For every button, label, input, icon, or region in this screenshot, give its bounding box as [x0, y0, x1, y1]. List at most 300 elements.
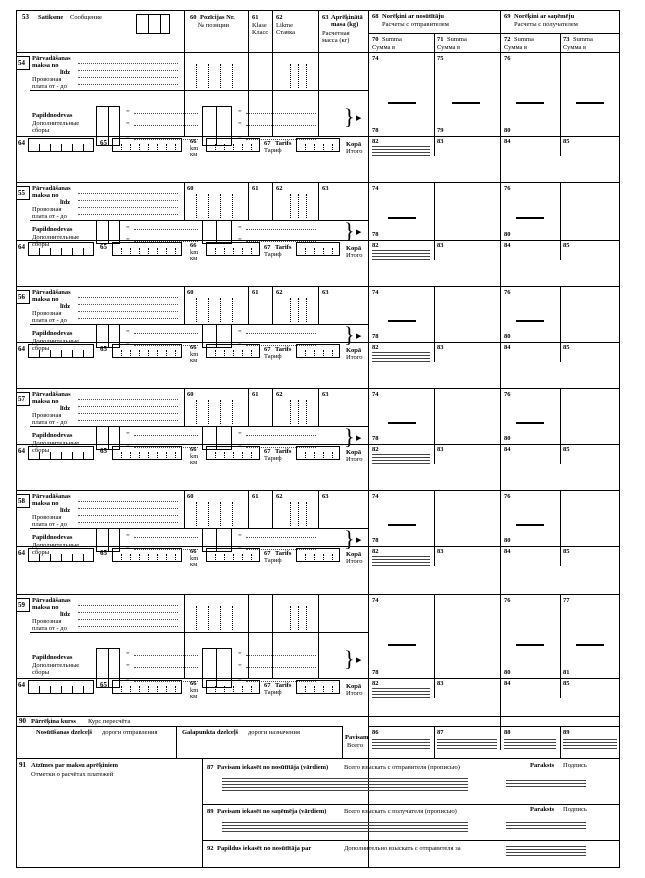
haulage-label: Pārvadāšanas	[32, 185, 71, 192]
field-87-lines	[437, 739, 497, 751]
destination-railway-ru: дороги назначения	[248, 729, 300, 736]
field-67-label: Tarifs	[275, 682, 292, 689]
field-66-km: km	[190, 351, 199, 358]
field-66-number: 66	[190, 680, 197, 687]
extra-charges-ru: Дополнительные	[32, 440, 80, 447]
field-65-input[interactable]	[112, 242, 182, 256]
haulage-ru-range: плата от - до	[32, 317, 67, 324]
field-70-number: 70	[372, 36, 379, 43]
field-67-number: 67	[264, 140, 271, 147]
field-66-number: 66	[190, 446, 197, 453]
extra-charges-ru-2: сборы	[32, 669, 50, 676]
field-65-number: 65	[100, 681, 107, 689]
field-67-number: 67	[264, 682, 271, 689]
field-53-input[interactable]	[136, 14, 170, 34]
equals-sign-2: =	[238, 676, 242, 683]
field-69-number: 69	[504, 13, 511, 20]
field-76: 76	[504, 55, 511, 62]
field-67-input[interactable]	[296, 680, 340, 694]
field-64-number: 64	[18, 681, 25, 689]
pay-89-lines[interactable]	[222, 822, 468, 834]
extra-charges-ru-2: сборы	[32, 127, 50, 134]
field-84: 84	[504, 680, 511, 687]
field-66-number: 66	[190, 138, 197, 145]
block-number: 55	[18, 189, 25, 197]
field-63-label: Aprēķinātā masa (kg)	[331, 14, 363, 28]
equals-sign-2: =	[238, 544, 242, 551]
signature-87-ru: Подпись	[563, 762, 587, 769]
field-84: 84	[504, 242, 511, 249]
pay-87-number: 87	[207, 764, 214, 771]
field-88-lines	[504, 739, 556, 751]
field-85: 85	[563, 138, 570, 145]
field-83: 83	[437, 138, 444, 145]
field-80: 80	[504, 669, 511, 676]
haulage-ru-range: плата от - до	[32, 419, 67, 426]
field-89-lines	[563, 739, 617, 751]
equals-sign-2: =	[238, 430, 242, 437]
field-76: 76	[504, 185, 511, 192]
field-67-ru: Тариф	[264, 251, 282, 258]
block-number: 56	[18, 293, 25, 301]
field-67-ru: Тариф	[264, 353, 282, 360]
field-77: 77	[563, 597, 570, 604]
total-label: Pavisam	[345, 734, 369, 741]
haulage-from-label: maksa no	[32, 398, 59, 405]
equals-sign-2: =	[238, 328, 242, 335]
pay-87-lines[interactable]	[222, 778, 468, 793]
field-76: 76	[504, 493, 511, 500]
col-60-number: 60	[187, 391, 194, 398]
arrow-right-icon: ▶	[356, 114, 362, 122]
origin-railway-ru: дороги отправления	[102, 729, 158, 736]
col-61-number: 61	[252, 289, 259, 296]
field-68-label: Norēķini ar nosūtītāju	[382, 13, 444, 20]
haulage-label: Pārvadāšanas	[32, 55, 71, 62]
field-66-km: km	[190, 145, 199, 152]
field-66-km: km	[190, 555, 199, 562]
equals-sign: =	[126, 662, 130, 669]
brace-icon: }	[344, 104, 355, 129]
extra-charges-ru: Дополнительные	[32, 234, 80, 241]
field-67-ru: Тариф	[264, 147, 282, 154]
field-87-number: 87	[437, 729, 444, 736]
haulage-to-label: līdz	[60, 303, 71, 310]
field-66-number: 66	[190, 344, 197, 351]
col-62-number: 62	[276, 391, 283, 398]
arrow-right-icon: ▶	[356, 536, 362, 544]
field-74: 74	[372, 185, 379, 192]
field-62-ru: Ставка	[276, 29, 296, 36]
haulage-ru-label: Провозная	[32, 310, 62, 317]
pay-87-label: Pavisam iekasēt no nosūtītāja (vārdiem)	[217, 764, 329, 771]
field-73-number: 73	[563, 36, 570, 43]
field-66-km-ru: км	[190, 255, 198, 262]
field-64-number: 64	[18, 549, 25, 557]
equals-sign-2: =	[238, 532, 242, 539]
signature-89-ru: Подпись	[563, 806, 587, 813]
field-83: 83	[437, 242, 444, 249]
total-sum-ru: Итого	[346, 558, 363, 565]
field-74: 74	[372, 493, 379, 500]
equals-sign: =	[126, 328, 130, 335]
field-78: 78	[372, 333, 379, 340]
equals-sign: =	[126, 650, 130, 657]
field-53-number: 53	[22, 13, 29, 21]
haulage-from-label: maksa no	[32, 62, 59, 69]
field-85: 85	[563, 446, 570, 453]
field-62-number: 62	[276, 14, 283, 21]
field-80: 80	[504, 537, 511, 544]
field-70-summa: Summa	[382, 36, 402, 43]
arrow-right-icon: ▶	[356, 228, 362, 236]
field-53-ru: Сообщение	[70, 14, 102, 21]
field-86-lines	[372, 739, 430, 751]
extra-charges-label: Papildnodevas	[32, 226, 73, 233]
field-92-number: 92	[207, 845, 214, 852]
field-66-km-ru: км	[190, 561, 198, 568]
field-67-input[interactable]	[296, 548, 340, 562]
field-91-number: 91	[19, 761, 26, 769]
total-sum-label: Kopā	[346, 683, 362, 690]
total-sum-label: Kopā	[346, 141, 362, 148]
field-83: 83	[437, 344, 444, 351]
haulage-from-label: maksa no	[32, 500, 59, 507]
signature-87-lines[interactable]	[506, 780, 586, 789]
col-60-number: 60	[187, 493, 194, 500]
field-90-number: 90	[19, 717, 26, 725]
haulage-label: Pārvadāšanas	[32, 493, 71, 500]
field-67-input[interactable]	[296, 344, 340, 358]
equals-sign: =	[126, 532, 130, 539]
field-71-summa-ru: Сумма в	[437, 44, 461, 51]
total-sum-label: Kopā	[346, 347, 362, 354]
field-66-km-ru: км	[190, 151, 198, 158]
haulage-label: Pārvadāšanas	[32, 289, 71, 296]
origin-railway-label: Nosūtīšanas dzelceļš	[36, 729, 93, 736]
equals-sign: =	[126, 430, 130, 437]
field-92-label: Papildus iekasēt no nosūtītāja par	[217, 845, 312, 852]
signature-87-label: Paraksts	[530, 762, 555, 769]
col-63-number: 63	[322, 289, 329, 296]
field-66-km-ru: км	[190, 693, 198, 700]
field-67-label: Tarifs	[275, 448, 292, 455]
field-84: 84	[504, 138, 511, 145]
field-67-ru: Тариф	[264, 455, 282, 462]
field-73-summa: Summa	[573, 36, 593, 43]
block-number: 58	[18, 497, 25, 505]
col-61-number: 61	[252, 493, 259, 500]
field-91-ru: Отметки о расчётах платежей	[31, 771, 114, 778]
pay-89-number: 89	[207, 808, 214, 815]
field-60-number: 60	[190, 14, 197, 21]
signature-89-lines[interactable]	[506, 822, 586, 831]
col-60-number: 60	[187, 289, 194, 296]
haulage-ru-label: Провозная	[32, 412, 62, 419]
field-66-km: km	[190, 249, 199, 256]
equals-sign-2: =	[238, 108, 242, 115]
field-67-input[interactable]	[296, 446, 340, 460]
equals-sign-2: =	[238, 224, 242, 231]
extra-charges-ru-2: сборы	[32, 345, 50, 352]
equals-sign-2: =	[238, 662, 242, 669]
block-number: 59	[18, 601, 25, 609]
field-65-input[interactable]	[112, 446, 182, 460]
field-68-ru: Расчеты с отправителем	[382, 21, 449, 28]
extra-charges-ru-2: сборы	[32, 549, 50, 556]
field-75: 75	[437, 55, 444, 62]
equals-sign-2: =	[238, 236, 242, 243]
field-85: 85	[563, 680, 570, 687]
equals-sign: =	[126, 224, 130, 231]
field-82: 82	[372, 548, 379, 555]
total-sum-ru: Итого	[346, 456, 363, 463]
field-80: 80	[504, 435, 511, 442]
field-53-label: Satiksme	[38, 14, 64, 21]
haulage-to-label: līdz	[60, 69, 71, 76]
field-70-summa-ru: Сумма в	[372, 44, 396, 51]
arrow-right-icon: ▶	[356, 656, 362, 664]
field-65-input[interactable]	[112, 680, 182, 694]
field-92-lines[interactable]	[506, 846, 586, 858]
col-61-number: 61	[252, 185, 259, 192]
brace-icon: }	[344, 526, 355, 551]
equals-sign: =	[126, 120, 130, 127]
col-60-number: 60	[187, 185, 194, 192]
field-60-ru: № позиции	[198, 22, 230, 29]
extra-charges-ru-2: сборы	[32, 241, 50, 248]
field-67-input[interactable]	[296, 138, 340, 152]
extra-charges-ru: Дополнительные	[32, 542, 80, 549]
extra-charges-ru: Дополнительные	[32, 662, 80, 669]
haulage-to-label: līdz	[60, 611, 71, 618]
field-80: 80	[504, 127, 511, 134]
field-90-ru: Курс пересчёта	[88, 718, 131, 725]
equals-sign: =	[126, 544, 130, 551]
field-85: 85	[563, 344, 570, 351]
haulage-ru-range: плата от - до	[32, 83, 67, 90]
field-65-number: 65	[100, 447, 107, 455]
extra-charges-label: Papildnodevas	[32, 432, 73, 439]
field-78: 78	[372, 231, 379, 238]
field-76: 76	[504, 391, 511, 398]
field-78: 78	[372, 127, 379, 134]
signature-89-label: Paraksts	[530, 806, 555, 813]
field-72-summa: Summa	[514, 36, 534, 43]
field-68-number: 68	[372, 13, 379, 20]
field-84: 84	[504, 344, 511, 351]
field-74: 74	[372, 289, 379, 296]
extra-charges-label: Papildnodevas	[32, 112, 73, 119]
brace-icon: }	[344, 218, 355, 243]
field-71-number: 71	[437, 36, 444, 43]
field-89-number: 89	[563, 729, 570, 736]
field-86-number: 86	[372, 729, 379, 736]
field-78: 78	[372, 669, 379, 676]
total-sum-label: Kopā	[346, 245, 362, 252]
field-73-summa-ru: Сумма в	[563, 44, 587, 51]
field-82: 82	[372, 680, 379, 687]
equals-sign: =	[126, 134, 130, 141]
field-80: 80	[504, 333, 511, 340]
field-66-km-ru: км	[190, 459, 198, 466]
total-sum-label: Kopā	[346, 551, 362, 558]
field-84: 84	[504, 548, 511, 555]
haulage-ru-label: Провозная	[32, 514, 62, 521]
field-83: 83	[437, 680, 444, 687]
col-62-number: 62	[276, 185, 283, 192]
total-sum-ru: Итого	[346, 148, 363, 155]
block-number: 57	[18, 395, 25, 403]
field-78: 78	[372, 537, 379, 544]
field-65-input[interactable]	[112, 548, 182, 562]
equals-sign-2: =	[238, 340, 242, 347]
field-61-label: Klase	[252, 22, 267, 29]
field-65-input[interactable]	[112, 344, 182, 358]
field-90-label: Pārrēķina kurss	[31, 718, 76, 725]
field-82: 82	[372, 344, 379, 351]
field-67-number: 67	[264, 448, 271, 455]
equals-sign: =	[126, 236, 130, 243]
field-66-km: km	[190, 453, 199, 460]
field-69-ru: Расчеты с получателем	[514, 21, 578, 28]
col-61-number: 61	[252, 391, 259, 398]
extra-charges-ru: Дополнительные	[32, 338, 80, 345]
brace-icon: }	[344, 322, 355, 347]
extra-charges-label: Papildnodevas	[32, 654, 73, 661]
field-82: 82	[372, 446, 379, 453]
equals-sign-2: =	[238, 134, 242, 141]
field-67-label: Tarifs	[275, 244, 292, 251]
equals-sign-2: =	[238, 650, 242, 657]
total-ru: Всего	[347, 742, 363, 749]
field-80: 80	[504, 231, 511, 238]
destination-railway-label: Galapunkta dzelceļš	[182, 729, 239, 736]
haulage-label: Pārvadāšanas	[32, 391, 71, 398]
field-91-label: Atzīmes par maksu aprēķiniem	[31, 762, 119, 769]
col-63-number: 63	[322, 391, 329, 398]
field-66-number: 66	[190, 548, 197, 555]
field-67-number: 67	[264, 550, 271, 557]
field-74: 74	[372, 597, 379, 604]
field-61-ru: Класс	[252, 29, 269, 36]
equals-sign: =	[126, 676, 130, 683]
pay-89-label: Pavisam iekasēt no saņēmēja (vārdiem)	[217, 808, 327, 815]
haulage-label: Pārvadāšanas	[32, 597, 71, 604]
arrow-right-icon: ▶	[356, 434, 362, 442]
equals-sign-2: =	[238, 442, 242, 449]
field-60-label: Pozīcijas Nr.	[200, 14, 235, 21]
equals-sign: =	[126, 442, 130, 449]
haulage-to-label: līdz	[60, 199, 71, 206]
field-83: 83	[437, 446, 444, 453]
field-64-number: 64	[18, 139, 25, 147]
field-64-number: 64	[18, 447, 25, 455]
field-65-number: 65	[100, 345, 107, 353]
field-66-number: 66	[190, 242, 197, 249]
field-65-number: 65	[100, 549, 107, 557]
field-85: 85	[563, 242, 570, 249]
brace-icon: }	[344, 424, 355, 449]
haulage-ru-range: плата от - до	[32, 213, 67, 220]
col-62-number: 62	[276, 493, 283, 500]
field-81: 81	[563, 669, 570, 676]
field-92-ru: Дополнительно взыскать с отправителя за	[344, 845, 461, 852]
field-67-ru: Тариф	[264, 557, 282, 564]
field-63-number: 63	[322, 14, 329, 21]
haulage-ru-range: плата от - до	[32, 521, 67, 528]
extra-charges-label: Papildnodevas	[32, 534, 73, 541]
field-74: 74	[372, 55, 379, 62]
field-64-number: 64	[18, 243, 25, 251]
field-64-number: 64	[18, 345, 25, 353]
field-65-number: 65	[100, 139, 107, 147]
total-sum-ru: Итого	[346, 252, 363, 259]
field-69-label: Norēķini ar saņēmēju	[514, 13, 575, 20]
extra-charges-label: Papildnodevas	[32, 330, 73, 337]
field-84: 84	[504, 446, 511, 453]
field-63-ru: Расчетная масса (кг)	[322, 30, 350, 44]
haulage-from-label: maksa no	[32, 192, 59, 199]
field-72-summa-ru: Сумма в	[504, 44, 528, 51]
equals-sign-2: =	[238, 120, 242, 127]
field-82: 82	[372, 138, 379, 145]
haulage-from-label: maksa no	[32, 296, 59, 303]
field-88-number: 88	[504, 729, 511, 736]
field-65-input[interactable]	[112, 138, 182, 152]
haulage-from-label: maksa no	[32, 604, 59, 611]
field-71-summa: Summa	[447, 36, 467, 43]
haulage-ru-label: Провозная	[32, 76, 62, 83]
extra-charges-ru-2: сборы	[32, 447, 50, 454]
field-67-ru: Тариф	[264, 689, 282, 696]
equals-sign: =	[126, 340, 130, 347]
field-72-number: 72	[504, 36, 511, 43]
total-sum-label: Kopā	[346, 449, 362, 456]
brace-icon: }	[344, 646, 355, 671]
haulage-to-label: līdz	[60, 405, 71, 412]
total-sum-ru: Итого	[346, 690, 363, 697]
arrow-right-icon: ▶	[356, 332, 362, 340]
field-65-number: 65	[100, 243, 107, 251]
haulage-ru-label: Провозная	[32, 618, 62, 625]
col-63-number: 63	[322, 185, 329, 192]
field-79: 79	[437, 127, 444, 134]
field-82: 82	[372, 242, 379, 249]
field-67-number: 67	[264, 244, 271, 251]
col-63-number: 63	[322, 493, 329, 500]
extra-charges-ru: Дополнительные	[32, 120, 80, 127]
field-76: 76	[504, 597, 511, 604]
field-66-km-ru: км	[190, 357, 198, 364]
col-62-number: 62	[276, 289, 283, 296]
field-85: 85	[563, 548, 570, 555]
block-number: 54	[18, 59, 25, 67]
field-78: 78	[372, 435, 379, 442]
field-62-label: Likme	[276, 22, 293, 29]
field-76: 76	[504, 289, 511, 296]
field-67-label: Tarifs	[275, 346, 292, 353]
field-83: 83	[437, 548, 444, 555]
field-67-input[interactable]	[296, 242, 340, 256]
field-74: 74	[372, 391, 379, 398]
total-sum-ru: Итого	[346, 354, 363, 361]
field-67-number: 67	[264, 346, 271, 353]
haulage-ru-range: плата от - до	[32, 625, 67, 632]
pay-89-ru: Всего взыскать с получателя (прописью)	[344, 808, 457, 815]
field-67-label: Tarifs	[275, 550, 292, 557]
haulage-to-label: līdz	[60, 507, 71, 514]
